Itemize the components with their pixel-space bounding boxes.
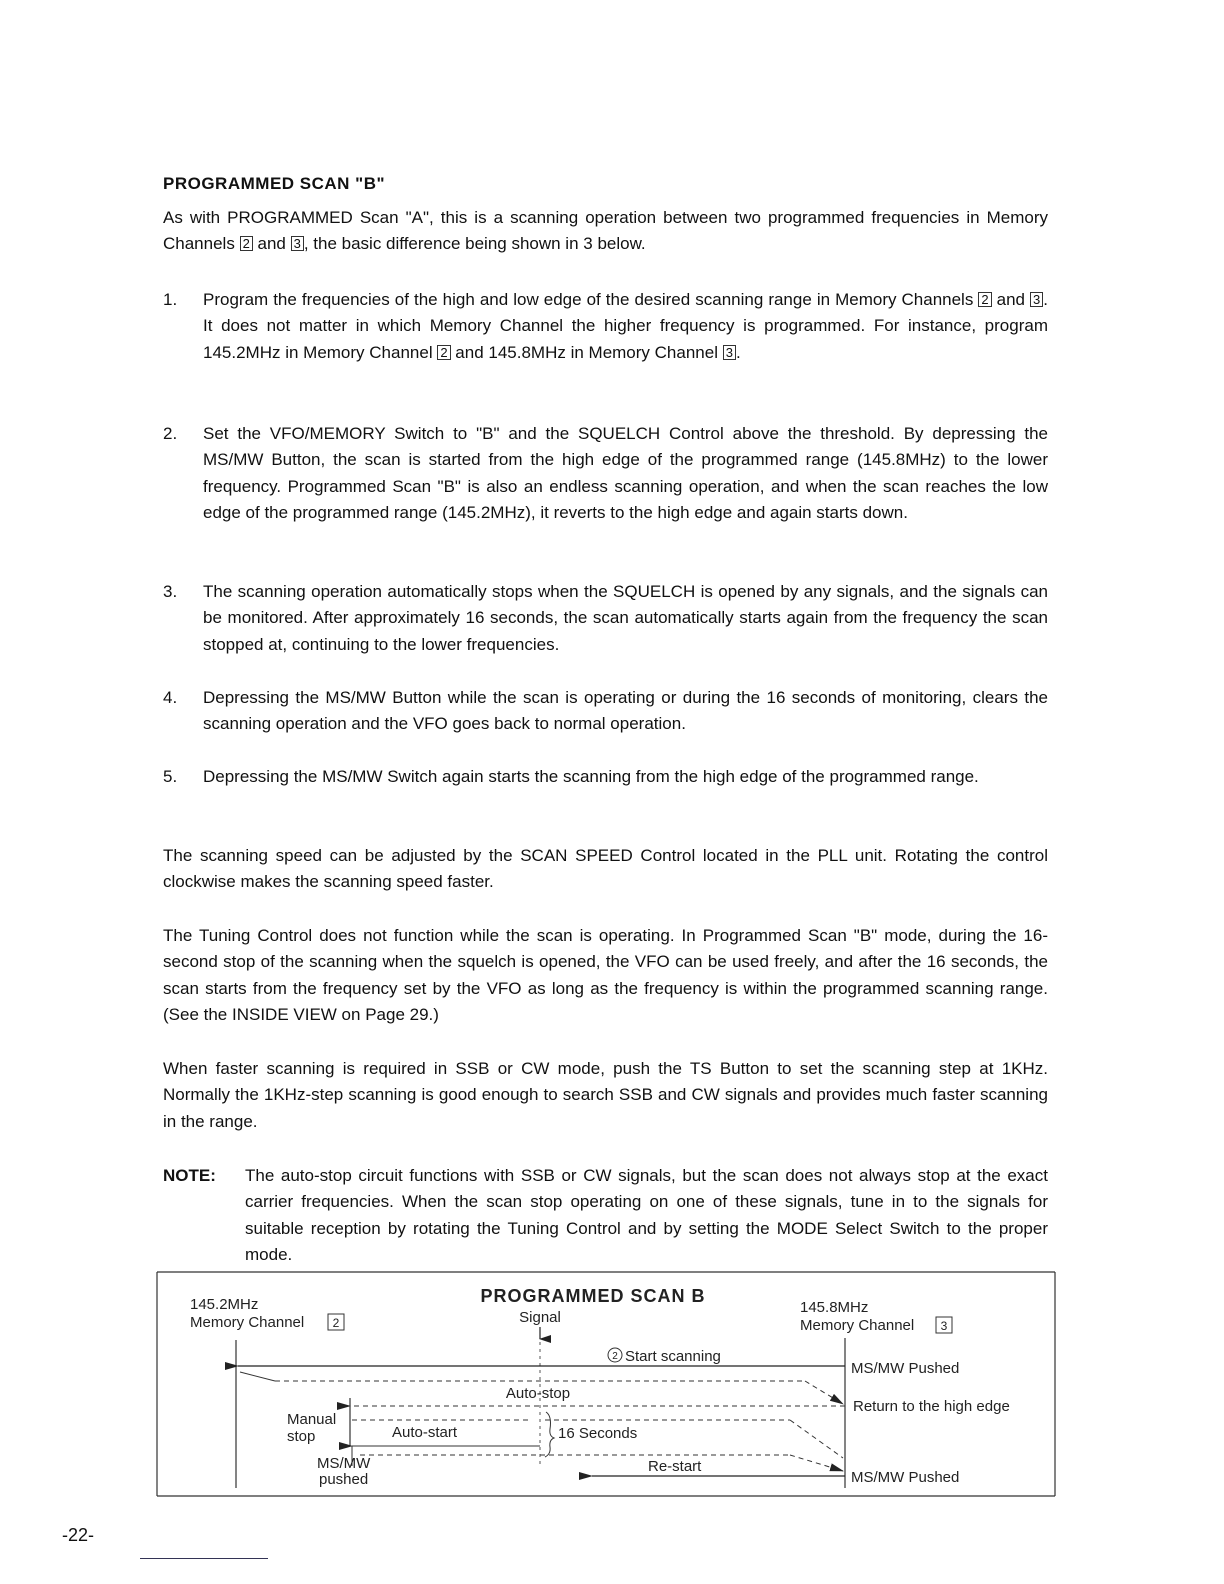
msmw-pushed-label: MS/MW Pushed xyxy=(851,1360,960,1377)
high-edge-memory-number: 3 xyxy=(940,1319,948,1333)
list-item-text: Program the frequencies of the high and low edge of the desired scanning range in Memory Channels 2 and 3 . It does not matter in which Memory Channel the higher frequency is programmed. For instance, program 145.2MHz in Memory Channel 2 and 145.8MHz in Memory Channel 3 . xyxy=(203,290,1048,362)
memory-badge-box xyxy=(936,1317,952,1333)
low-edge-frequency: 145.2MHz xyxy=(190,1296,259,1313)
pushed-label: pushed xyxy=(319,1471,369,1488)
restart-arrow xyxy=(790,1455,843,1471)
list-item-text: Set the VFO/MEMORY Switch to "B" and the SQUELCH Control above the threshold. By depressing the MS/MW Button, the scan is started from the high edge of the programmed range (145.8MHz) to the lower frequency. Programmed Scan "B" is also an endless scanning operation, and when the scan reaches the low edge of the programmed range (145.2MHz), it reverts to the high edge and again starts down. xyxy=(203,424,1048,522)
high-edge-memory-label: Memory Channel xyxy=(800,1317,915,1334)
note-text: The auto-stop circuit functions with SSB or CW signals, but the scan does not always stop at the exact carrier frequencies. When the scan stop operating on one of these signals, tune in to the signals for suitable reception by rotating the Tuning Control and by setting the MODE Select Switch to the proper mode. xyxy=(245,1166,1048,1264)
note-label: NOTE: xyxy=(163,1166,216,1185)
msmw-left-label: MS/MW xyxy=(317,1455,371,1472)
memory-channel-badge: 2 xyxy=(240,236,253,251)
list-item-number: 2. xyxy=(163,424,178,443)
restart-label: Re-start xyxy=(648,1458,702,1475)
start-scanning-label: Start scanning xyxy=(625,1348,721,1365)
wait-path xyxy=(790,1420,843,1458)
speed-paragraph: The scanning speed can be adjusted by the SCAN SPEED Control located in the PLL unit. Rotating the control clockwise makes the scanning speed faster. xyxy=(163,846,1048,892)
list-item-number: 4. xyxy=(163,688,178,707)
signal-label: Signal xyxy=(519,1309,561,1326)
footer-rule xyxy=(140,1558,268,1559)
auto-stop-label: Auto-stop xyxy=(505,1385,571,1402)
low-edge-memory-number: 2 xyxy=(332,1316,340,1330)
list-item-number: 5. xyxy=(163,767,178,786)
memory-badge-box xyxy=(328,1314,344,1330)
faster-scan-paragraph: When faster scanning is required in SSB or CW mode, push the TS Button to set the scanning step at 1KHz. Normally the 1KHz-step scanning is good enough to search SSB and CW signals and provides much faster scanning in the range. xyxy=(163,1059,1048,1131)
memory-channel-badge: 3 xyxy=(291,236,304,251)
manual-label: Manual xyxy=(287,1411,337,1428)
low-edge-memory-label: Memory Channel xyxy=(190,1314,305,1331)
msmw-pushed-label-2: MS/MW Pushed xyxy=(851,1469,960,1486)
auto-start-label: Auto-start xyxy=(392,1424,458,1441)
memory-channel-badge: 3 xyxy=(1030,292,1043,307)
list-item-number: 1. xyxy=(163,290,178,309)
page-number: -22- xyxy=(62,1525,95,1545)
return-path xyxy=(240,1372,275,1381)
high-edge-frequency: 145.8MHz xyxy=(800,1299,869,1316)
list-item-number: 3. xyxy=(163,582,178,601)
list-item-text: The scanning operation automatically stops when the SQUELCH is opened by any signals, and the signals can be monitored. After approximately 16 seconds, the scan automatically starts again from the frequency the scan stopped at, continuing to the lower frequencies. xyxy=(203,582,1048,654)
memory-channel-badge: 2 xyxy=(437,345,450,360)
list-item-text: Depressing the MS/MW Button while the scan is operating or during the 16 seconds of monitoring, clears the scanning operation and the VFO goes back to normal operation. xyxy=(203,688,1048,734)
section-heading: PROGRAMMED SCAN "B" xyxy=(163,174,386,193)
step-number: 2 xyxy=(612,1351,618,1362)
return-high-edge-label: Return to the high edge xyxy=(853,1398,1010,1415)
return-arrow xyxy=(805,1381,843,1404)
sixteen-seconds-label: 16 Seconds xyxy=(558,1425,638,1442)
list-item-text: Depressing the MS/MW Switch again starts the scanning from the high edge of the programmed range. xyxy=(203,767,979,786)
step-number-circle xyxy=(608,1348,622,1362)
tuning-paragraph: The Tuning Control does not function while the scan is operating. In Programmed Scan "B" mode, during the 16-second stop of the scanning when the squelch is opened, the VFO can be used freely, and after the 16 seconds, the scan starts from the frequency set by the VFO as long as the frequency is within the programmed scanning range. (See the INSIDE VIEW on Page 29.) xyxy=(163,926,1048,1024)
sixteen-seconds-brace xyxy=(545,1412,554,1457)
diagram-title: PROGRAMMED SCAN B xyxy=(480,1286,706,1306)
stop-label: stop xyxy=(287,1428,316,1445)
memory-channel-badge: 2 xyxy=(978,292,991,307)
intro-paragraph: As with PROGRAMMED Scan "A", this is a scanning operation between two programmed frequencies in Memory Channels 2 and 3 , the basic difference being shown in 3 below. xyxy=(163,208,1048,254)
memory-channel-badge: 3 xyxy=(723,345,736,360)
